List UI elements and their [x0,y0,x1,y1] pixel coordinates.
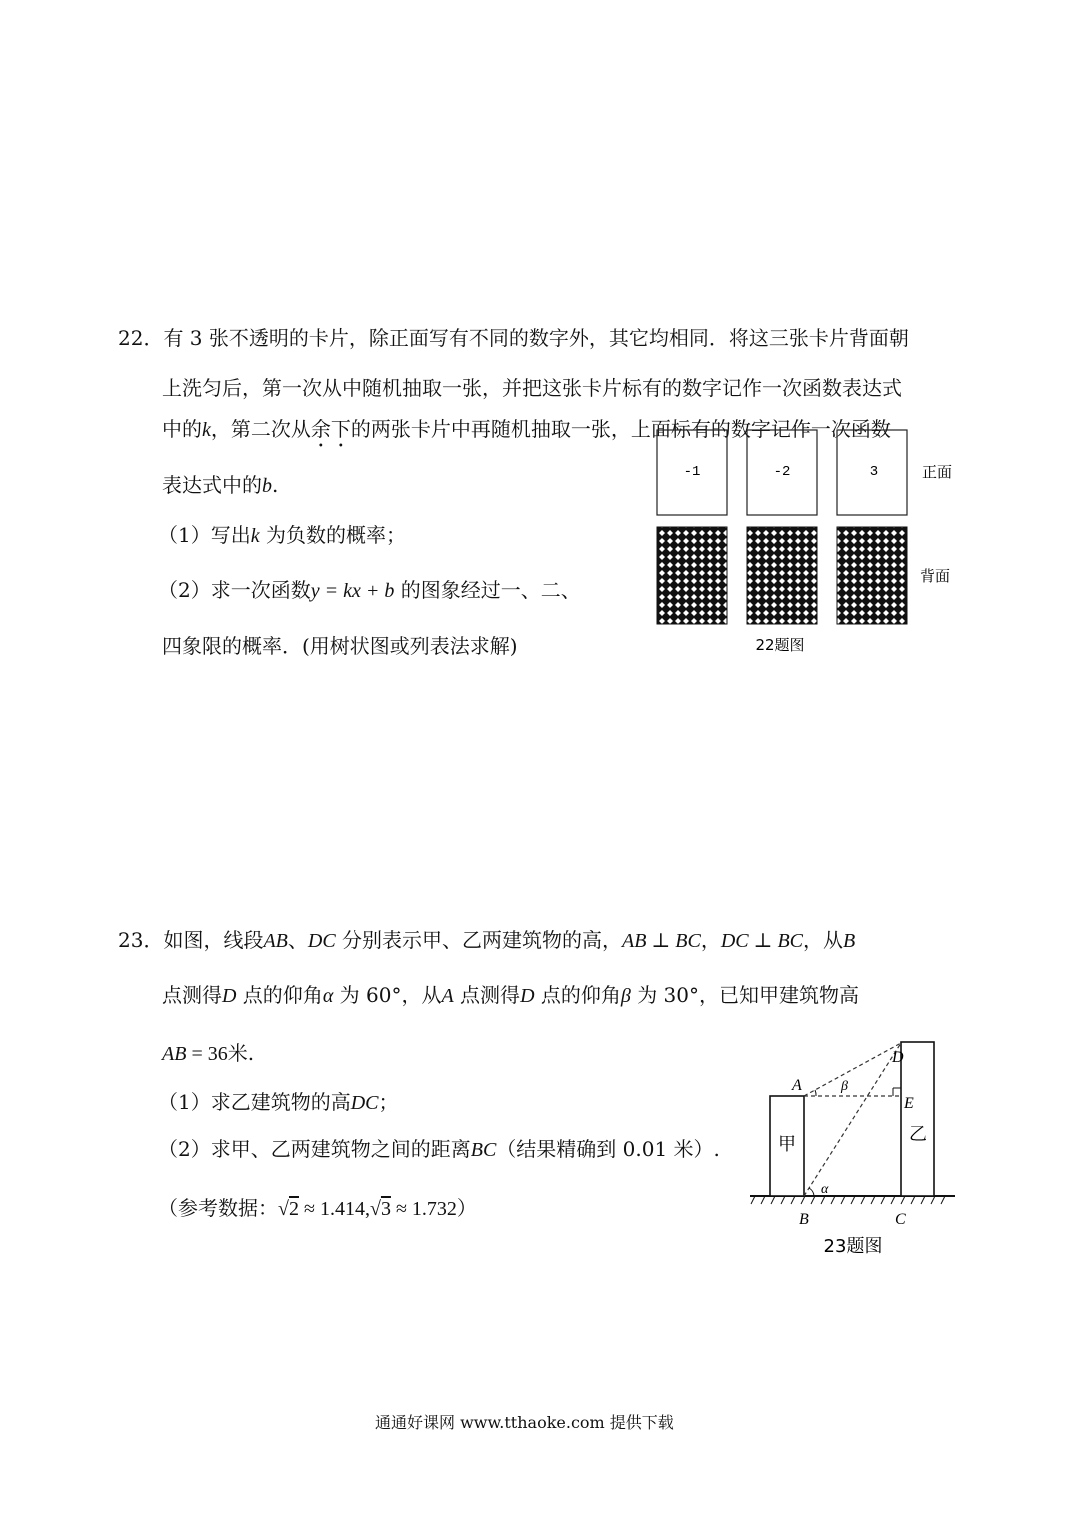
sqrt-2: 2 [288,1198,299,1220]
point-d: D [520,985,535,1007]
q23-text: 为 60°，从 [333,983,442,1007]
q23-text: 点测得 [162,983,222,1007]
card-back-2 [747,527,817,624]
segment-dc: DC [350,1092,379,1114]
front-label: 正面 [922,463,953,481]
var-k: k [202,419,211,441]
q22-text: 中的 [162,417,202,441]
q23-text: 点的仰角 [236,983,323,1007]
q22-text: 的两张卡片中再随机抽取一张，上面标有的数字记作一次函数 [350,417,891,441]
angle-beta: β [620,985,631,1007]
q23-text: （参考数据： [158,1196,278,1220]
page-footer: 通通好课网 www.tthaoke.com 提供下载 [375,1413,674,1432]
q22-text: 的图象经过一、二、 [394,578,581,602]
card-back-1 [657,527,727,624]
card-value-3: 3 [869,464,879,480]
line-bd [804,1043,901,1196]
q22-part-2-cont: 四象限的概率．(用树状图或列表法求解) [162,634,518,658]
var-k: k [250,525,260,547]
q22-text: （2）求一次函数 [158,578,311,602]
q22-text: 为负数的概率； [259,523,406,547]
card-value-2: -2 [773,464,791,480]
q22-text: ，第二次从 [210,417,311,441]
perp-ab-bc: AB ⊥ BC [622,930,701,952]
label-beta: β [841,1079,848,1094]
q22-line-4 [162,472,278,499]
label-alpha: α [821,1182,829,1197]
figure-23-caption: 23题图 [823,1236,883,1257]
q22-line-1: 22．有 3 张不透明的卡片，除正面写有不同的数字外，其它均相同．将这三张卡片背面朝 [118,326,909,350]
sqrt-symbol: √ [278,1198,289,1220]
q23-text: ，从 [803,928,844,952]
var-b: b [262,475,272,497]
beta-arc [815,1090,816,1096]
q22-text: . [272,473,279,497]
equation-value: = 36 [186,1043,228,1065]
q23-text: 分别表示甲、乙两建筑物的高， [335,928,623,952]
q23-text: （2）求甲、乙两建筑物之间的距离 [158,1137,471,1161]
card-back-3 [837,527,907,624]
q23-text: （结果精确到 0.01 米）. [496,1137,720,1161]
q22-text: （1）写出 [158,523,251,547]
q23-reference-data [158,1195,477,1222]
q23-line-2 [162,982,859,1009]
q23-line-1 [118,927,855,954]
segment-ab: AB [162,1043,187,1065]
q23-text: 米. [227,1041,255,1065]
emphasis-text: 余下 [310,417,351,441]
q23-text: （1）求乙建筑物的高 [158,1090,351,1114]
building-yi-label: 乙 [909,1124,927,1145]
angle-alpha: α [322,985,334,1007]
q23-text: 点的仰角 [534,983,621,1007]
q23-part-1 [158,1089,399,1116]
q23-text: 23．如图，线段 [118,928,264,952]
approx-value: ≈ 1.414, [298,1198,370,1220]
building-yi [901,1042,934,1196]
point-a: A [441,985,454,1007]
figure-22 [650,425,980,660]
q23-text: 点测得 [453,983,521,1007]
q23-line-3 [162,1040,254,1067]
point-b: B [843,930,856,952]
figure-23 [745,1040,965,1260]
q23-text: 为 30°，已知甲建筑物高 [630,983,860,1007]
back-label: 背面 [920,567,951,585]
line-ad [804,1043,901,1096]
ground-hatching [751,1196,945,1204]
segment-bc: BC [470,1139,497,1161]
q23-text: ； [378,1090,399,1114]
approx-value: ≈ 1.732） [390,1198,477,1220]
q22-line-2: 上洗匀后，第一次从中随机抽取一张，并把这张卡片标有的数字记作一次函数表达式 [162,376,902,400]
equation: y = kx + b [310,580,395,602]
perp-dc-bc: DC ⊥ BC [720,930,804,952]
q23-text: 、 [287,928,308,952]
label-b: B [799,1211,809,1228]
point-d: D [222,985,237,1007]
q23-part-2 [158,1136,720,1163]
label-e: E [904,1095,914,1112]
segment-dc: DC [307,930,336,952]
label-d: D [892,1049,904,1066]
sqrt-3: 3 [380,1198,391,1220]
q22-text: 表达式中的 [162,473,262,497]
alpha-arc [809,1188,814,1196]
building-jia-label: 甲 [778,1134,796,1155]
q22-part-1 [158,522,406,549]
card-value-1: -1 [683,464,701,480]
segment-ab: AB [263,930,288,952]
label-c: C [895,1211,906,1228]
label-a: A [792,1077,802,1094]
sqrt-symbol: √ [369,1198,381,1220]
q22-part-2 [158,577,581,604]
figure-22-caption: 22题图 [755,636,805,654]
q23-text: ， [700,928,721,952]
